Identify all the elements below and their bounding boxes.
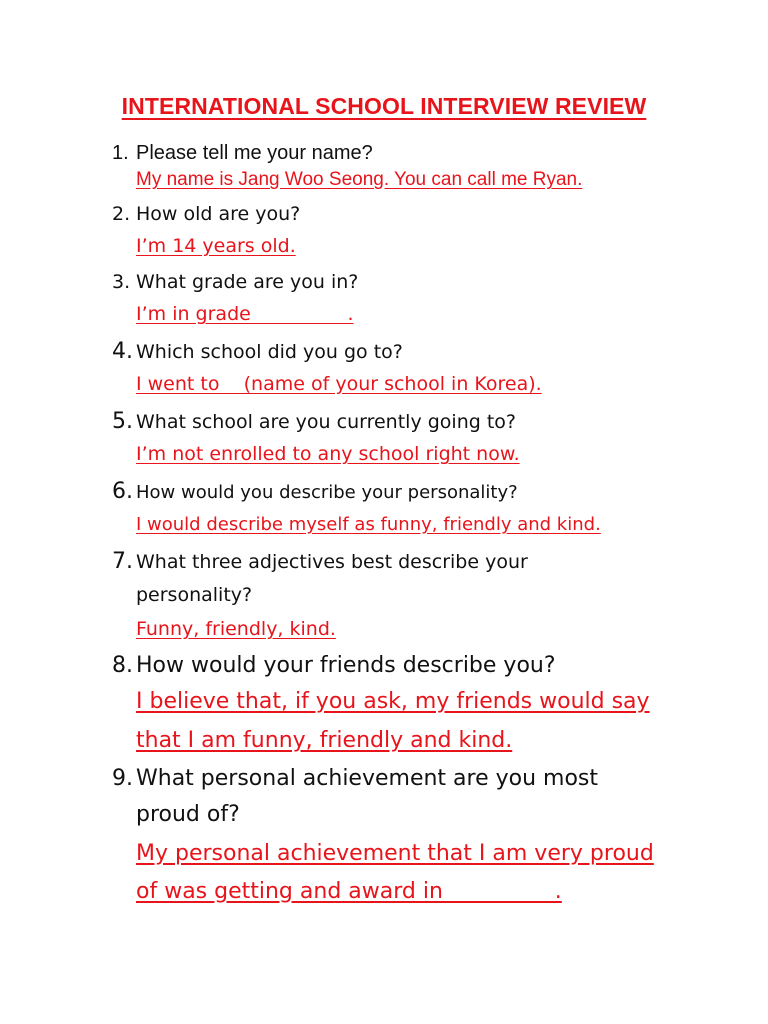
qa-item-1 <box>112 140 712 194</box>
question-text: Which school did you go to? <box>136 341 403 363</box>
answer-text-continued: of was getting and award in . <box>136 879 562 904</box>
answer-text: My name is Jang Woo Seong. You can call me Ryan. <box>136 169 583 190</box>
question-number: 4. <box>112 339 133 364</box>
question-text: What grade are you in? <box>136 271 359 293</box>
qa-item-3 <box>112 268 712 332</box>
qa-item-7 <box>112 548 712 644</box>
question-number: 7. <box>112 549 133 574</box>
answer-text: I’m not enrolled to any school right now. <box>136 443 520 465</box>
answer-text: I’m in grade . <box>136 303 354 325</box>
answer-text: My personal achievement that I am very proud <box>136 841 654 866</box>
qa-item-5 <box>112 408 712 472</box>
question-text-continued: personality? <box>136 584 253 606</box>
question-text: What personal achievement are you most <box>136 766 599 791</box>
question-number: 1. <box>112 142 129 164</box>
qa-item-8 <box>112 650 712 760</box>
question-number: 3. <box>112 271 131 293</box>
answer-text: I’m 14 years old. <box>136 235 296 257</box>
page-title: INTERNATIONAL SCHOOL INTERVIEW REVIEW <box>121 93 647 119</box>
qa-item-9 <box>112 762 712 910</box>
question-text: How old are you? <box>136 203 301 225</box>
answer-text: Funny, friendly, kind. <box>136 618 336 640</box>
question-text: What three adjectives best describe your <box>136 551 528 573</box>
qa-item-6 <box>112 478 712 543</box>
question-number: 5. <box>112 409 133 434</box>
question-number: 2. <box>112 203 131 225</box>
question-text: What school are you currently going to? <box>136 411 516 433</box>
question-text-continued: proud of? <box>136 802 240 827</box>
question-number: 9. <box>112 766 133 791</box>
answer-text-continued: that I am funny, friendly and kind. <box>136 728 513 753</box>
answer-text: I went to (name of your school in Korea). <box>136 373 542 395</box>
question-number: 6. <box>112 479 133 504</box>
question-text: Please tell me your name? <box>136 142 373 164</box>
question-text: How would your friends describe you? <box>136 653 556 678</box>
answer-text: I believe that, if you ask, my friends would say <box>136 689 650 714</box>
qa-item-4 <box>112 338 712 402</box>
answer-text: I would describe myself as funny, friendly and kind. <box>136 514 601 535</box>
question-number: 8. <box>112 653 133 678</box>
question-text: How would you describe your personality? <box>136 482 518 503</box>
qa-item-2 <box>112 200 712 264</box>
